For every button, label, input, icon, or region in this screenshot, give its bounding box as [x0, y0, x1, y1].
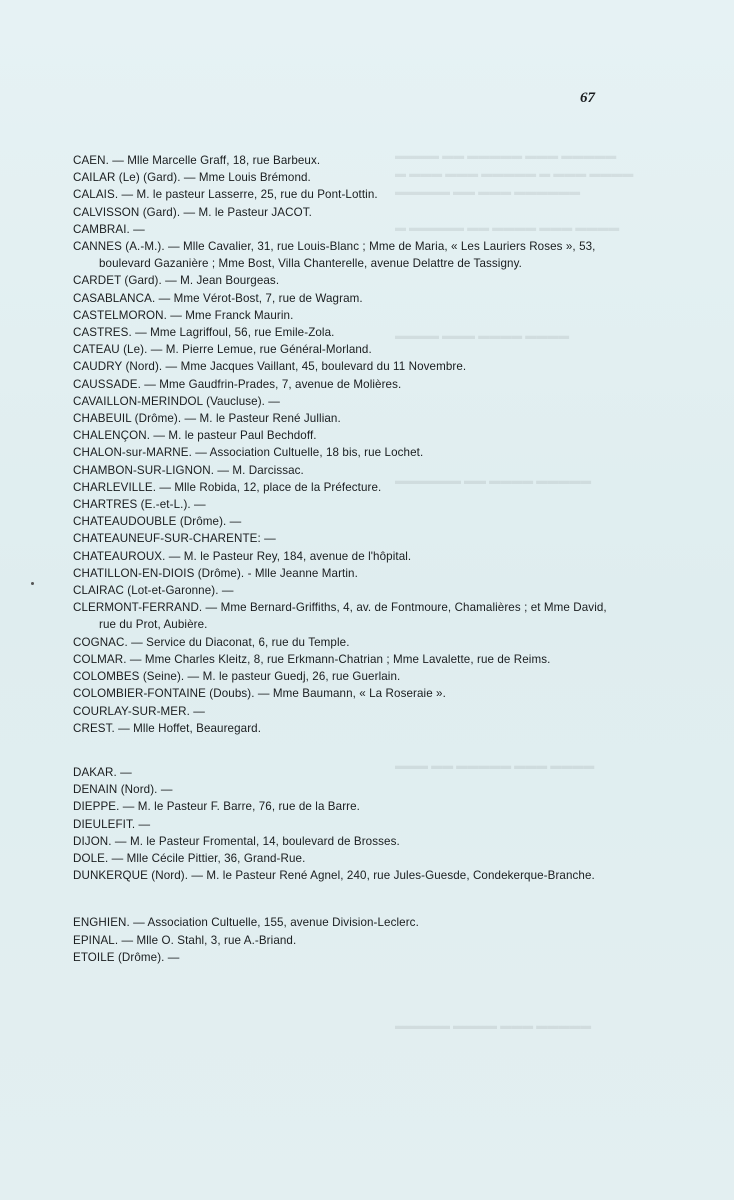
entry: CLAIRAC (Lot-et-Garonne). — [73, 584, 234, 598]
entry: CHARTRES (E.-et-L.). — [73, 498, 206, 512]
entry: CHATILLON-EN-DIOIS (Drôme). - Mlle Jeanne Martin. [73, 566, 358, 580]
entry: CHAMBON-SUR-LIGNON. — M. Darcissac. [73, 463, 304, 477]
entry: CAVAILLON-MERINDOL (Vaucluse). — [73, 394, 280, 408]
section-d [73, 764, 611, 884]
entry: CHATEAUDOUBLE (Drôme). — [73, 515, 242, 529]
show-through: ▬▬▬▬▬▬ ▬▬▬ ▬▬ ▬▬▬▬▬ [395, 186, 581, 198]
entry: DIEULEFIT. — [73, 817, 151, 831]
entry: CAMBRAI. — [73, 222, 145, 236]
entry: CAILAR (Le) (Gard). — Mme Louis Brémond. [73, 171, 311, 185]
entry: CAUSSADE. — Mme Gaudfrin-Prades, 7, avenue de Molières. [73, 377, 402, 391]
entry: CALAIS. — M. le pasteur Lasserre, 25, rue du Pont-Lottin. [73, 188, 378, 202]
entry: CASABLANCA. — Mme Vérot-Bost, 7, rue de Wagram. [73, 291, 363, 305]
entry: DIJON. — M. le Pasteur Fromental, 14, boulevard de Brosses. [73, 834, 400, 848]
section-gap [73, 737, 611, 764]
entry: CHABEUIL (Drôme). — M. le Pasteur René Jullian. [73, 412, 341, 426]
section-c [73, 152, 611, 737]
entry: CHARLEVILLE. — Mlle Robida, 12, place de la Préfecture. [73, 480, 382, 494]
entry: ENGHIEN. — Association Cultuelle, 155, avenue Division-Leclerc. [73, 916, 419, 930]
section-e [73, 914, 611, 966]
entry: COLMAR. — Mme Charles Kleitz, 8, rue Erkmann-Chatrian ; Mme Lavalette, rue de Reims. [73, 652, 551, 666]
entry: CREST. — Mlle Hoffet, Beauregard. [73, 721, 262, 735]
show-through: ▬▬▬▬ ▬▬▬▬ ▬▬▬ ▬▬▬▬ [395, 330, 570, 342]
directory-list [73, 152, 611, 966]
entry: CLERMONT-FERRAND. — Mme Bernard-Griffiths, 4, av. de Fontmoure, Chamalières ; et Mme David, rue du Prot, Aubière. [73, 601, 607, 632]
entry: ETOILE (Drôme). — [73, 950, 180, 964]
entry: DAKAR. — [73, 765, 132, 779]
section-gap [73, 884, 611, 914]
show-through: ▬▬▬▬ ▬▬▬ ▬▬▬▬ ▬▬ ▬▬▬▬▬ ▬ [395, 222, 620, 234]
entry: CAUDRY (Nord). — Mme Jacques Vaillant, 45, boulevard du 11 Novembre. [73, 360, 467, 374]
show-through: ▬▬▬▬ ▬▬▬ ▬ ▬▬▬▬▬ ▬▬▬ ▬▬▬ ▬ [395, 168, 634, 180]
entry: COLOMBIER-FONTAINE (Doubs). — Mme Baumann, « La Roseraie ». [73, 687, 446, 701]
entry: CARDET (Gard). — M. Jean Bourgeas. [73, 274, 280, 288]
entry: COURLAY-SUR-MER. — [73, 704, 205, 718]
entry: DIEPPE. — M. le Pasteur F. Barre, 76, rue de la Barre. [73, 800, 360, 814]
entry: DUNKERQUE (Nord). — M. le Pasteur René Agnel, 240, rue Jules-Guesde, Condekerque-Branche. [73, 869, 595, 883]
margin-mark [31, 582, 34, 585]
entry: COLOMBES (Seine). — M. le pasteur Guedj, 26, rue Guerlain. [73, 670, 401, 684]
entry: CALVISSON (Gard). — M. le Pasteur JACOT. [73, 205, 312, 219]
entry: CAEN. — Mlle Marcelle Graff, 18, rue Barbeux. [73, 154, 321, 167]
entry: COGNAC. — Service du Diaconat, 6, rue du Temple. [73, 635, 350, 649]
entry: EPINAL. — Mlle O. Stahl, 3, rue A.-Briand. [73, 933, 297, 947]
entry: DOLE. — Mlle Cécile Pittier, 36, Grand-Rue. [73, 851, 306, 865]
entry: DENAIN (Nord). — [73, 783, 173, 797]
entry: CHALON-sur-MARNE. — Association Cultuelle, 18 bis, rue Lochet. [73, 446, 424, 460]
entry: CATEAU (Le). — M. Pierre Lemue, rue Général-Morland. [73, 343, 372, 357]
show-through: ▬▬▬▬▬ ▬▬▬ ▬▬▬▬ ▬▬▬▬▬ [395, 1020, 592, 1032]
entry: CASTELMORON. — Mme Franck Maurin. [73, 308, 294, 322]
entry: CASTRES. — Mme Lagriffoul, 56, rue Emile-Zola. [73, 326, 335, 340]
show-through: ▬▬▬▬ ▬▬▬ ▬▬▬▬▬ ▬▬ ▬▬▬ [395, 760, 595, 772]
page-number: 67 [580, 90, 595, 106]
entry: CANNES (A.-M.). — Mlle Cavalier, 31, rue Louis-Blanc ; Mme de Maria, « Les Lauriers Roses », 53, boulevard Gazanière ; Mme Bost, Villa Chanterelle, avenue Delattre de Tassigny. [73, 240, 596, 271]
show-through: ▬▬▬▬▬ ▬▬▬ ▬▬▬▬▬ ▬▬ ▬▬▬▬ [395, 150, 617, 162]
show-through: ▬▬▬▬▬ ▬▬▬▬ ▬▬ ▬▬▬▬▬▬ [395, 475, 592, 487]
entry: CHALENÇON. — M. le pasteur Paul Bechdoff. [73, 429, 317, 443]
entry: CHATEAUROUX. — M. le Pasteur Rey, 184, avenue de l'hôpital. [73, 549, 412, 563]
entry: CHATEAUNEUF-SUR-CHARENTE: — [73, 532, 276, 546]
